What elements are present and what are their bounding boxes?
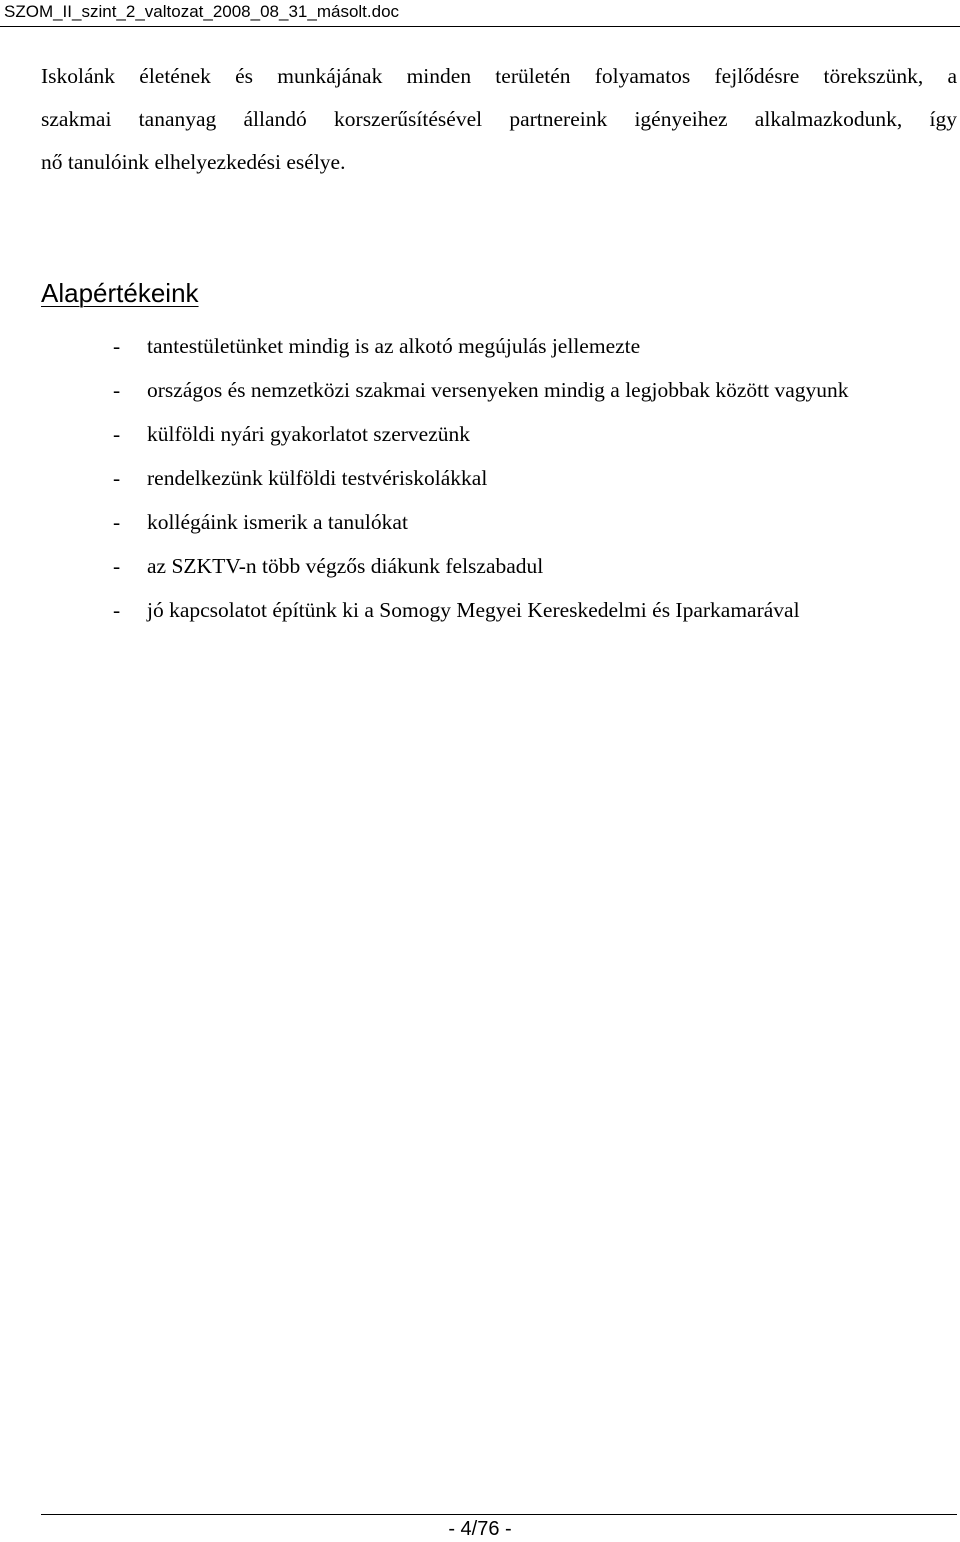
list-item-text: jó kapcsolatot építünk ki a Somogy Megyei Kereskedelmi és Iparkamarával <box>147 598 800 622</box>
list-bullet: - <box>113 554 121 578</box>
list-item <box>0 500 907 544</box>
intro-line: nő tanulóink elhelyezkedési esélye. <box>41 150 346 174</box>
list-bullet: - <box>113 510 121 534</box>
list-bullet: - <box>113 422 121 446</box>
list-item <box>0 544 907 588</box>
list-item-text: tantestületünket mindig is az alkotó megújulás jellemezte <box>147 334 641 358</box>
values-list <box>0 324 960 632</box>
list-bullet: - <box>113 598 121 622</box>
list-item-text: az SZKTV-n több végzős diákunk felszabadul <box>147 554 544 578</box>
list-item-text: országos és nemzetközi szakmai versenyeken mindig a legjobbak között vagyunk <box>147 378 849 402</box>
list-item <box>0 588 907 632</box>
list-item <box>0 324 907 368</box>
section-heading: Alapértékeink <box>41 278 199 308</box>
list-item <box>0 456 907 500</box>
list-item <box>0 412 907 456</box>
list-item-text: kollégáink ismerik a tanulókat <box>147 510 408 534</box>
list-bullet: - <box>113 378 121 402</box>
list-item <box>0 368 907 412</box>
header-divider <box>0 26 960 27</box>
list-item-text: rendelkezünk külföldi testvériskolákkal <box>147 466 488 490</box>
intro-line: Iskolánk életének és munkájának minden területén folyamatos fejlődésre törekszünk, a <box>41 64 957 88</box>
list-item-text: külföldi nyári gyakorlatot szervezünk <box>147 422 470 446</box>
list-bullet: - <box>113 334 121 358</box>
intro-line: szakmai tananyag állandó korszerűsítésével partnereink igényeihez alkalmazkodunk, így <box>41 107 957 131</box>
footer-divider <box>41 1514 957 1515</box>
intro-paragraph <box>41 55 957 184</box>
page-number: - 4/76 - <box>448 1518 512 1540</box>
document-filename-header: SZOM_II_szint_2_valtozat_2008_08_31_másolt.doc <box>4 2 400 21</box>
list-bullet: - <box>113 466 121 490</box>
